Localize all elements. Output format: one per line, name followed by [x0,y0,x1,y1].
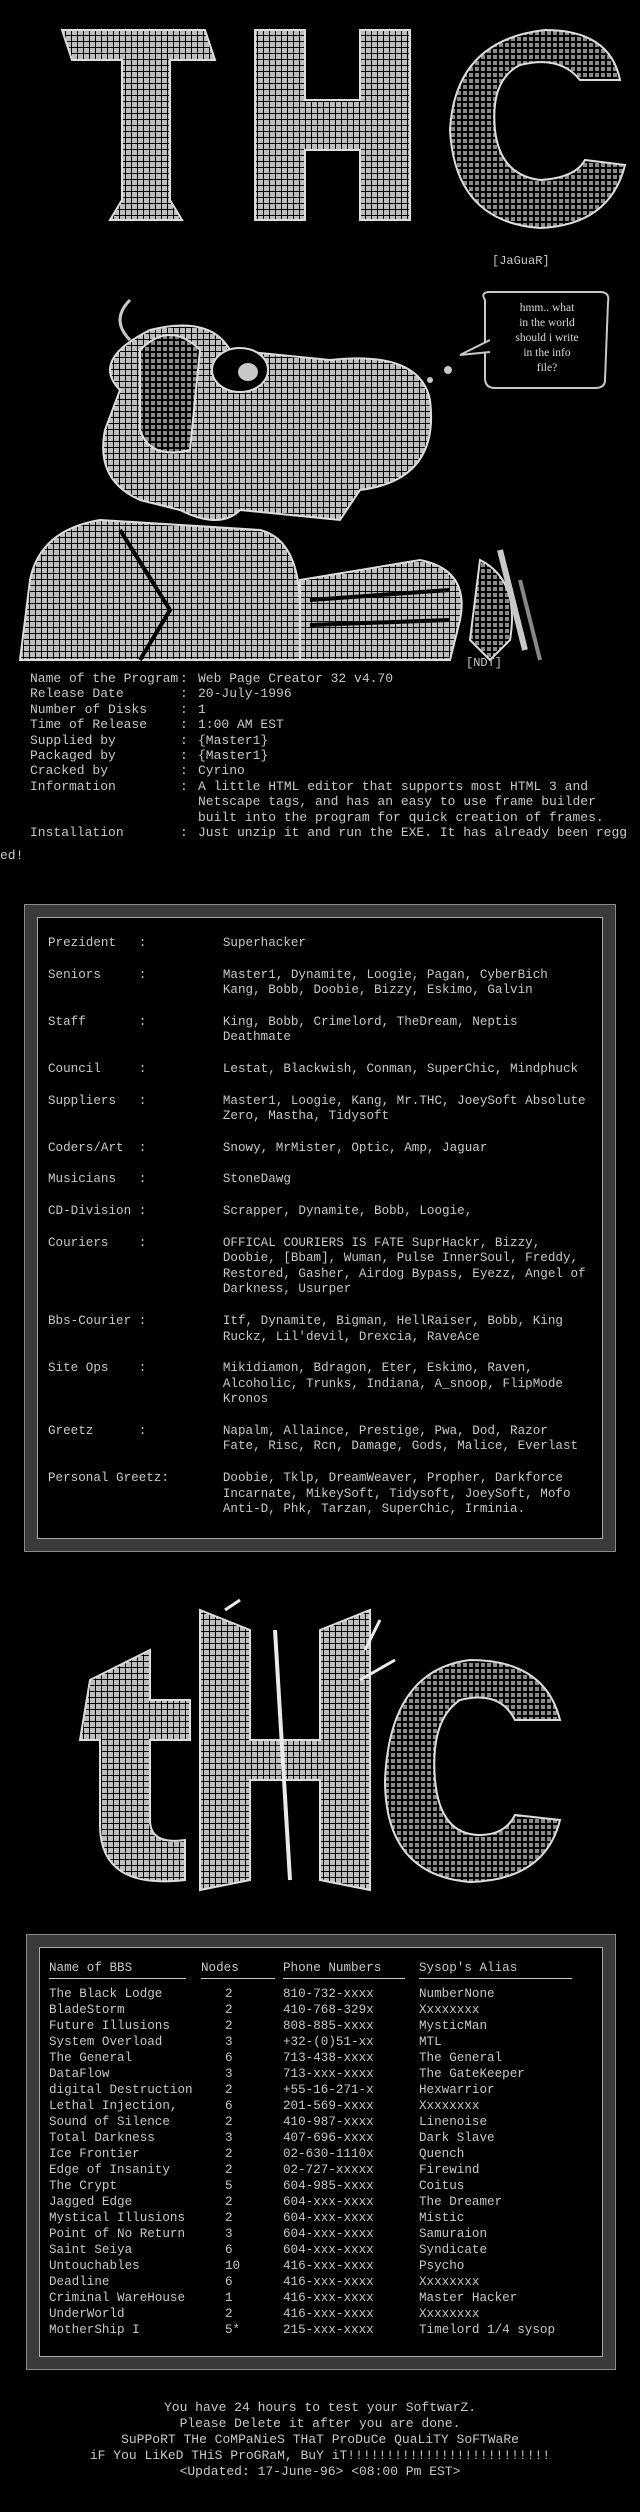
info-value: {Master1} [198,732,269,748]
bbs-sysop: Dark Slave [419,2131,495,2145]
credit-row [48,1141,592,1157]
info-value: Just unzip it and run the EXE. It has already been regg [198,825,628,841]
bbs-nodes: 2 [225,2307,233,2321]
credit-role: Suppliers : [48,1093,147,1108]
info-colon: : [180,763,188,779]
info-key: Name of the Program [30,671,179,686]
bbs-sysop: Coitus [419,2179,465,2193]
bbs-sysop: Master Hacker [419,2291,518,2305]
jaguar-tag: [JaGuaR] [492,254,550,268]
credit-role: Prezident : [48,936,147,950]
bbs-row [49,2242,589,2258]
bbs-panel [39,1947,603,2357]
bbs-sysop: The GateKeeper [419,2067,525,2081]
info-value: Cyrino [198,763,245,779]
bubble-line-5: file? [536,362,558,374]
credit-names: StoneDawg [222,1172,291,1187]
credit-role: Site Ops : [48,1361,147,1376]
bbs-name: DataFlow [49,2067,110,2081]
bubble-line-4: in the info [523,347,571,359]
bbs-phone: 713-xxx-xxxx [283,2067,374,2081]
credit-role: Coders/Art : [48,1140,147,1155]
bbs-header-row [49,1960,589,1986]
bbs-phone: 604-985-xxxx [283,2179,374,2193]
footer-line-3: SuPPoRT THe CoMPaNieS THaT ProDuCe QuaLiTY SoFTWaRe [121,2432,519,2447]
credit-role: CD-Division : [48,1203,147,1218]
bbs-row [49,2002,589,2018]
bbs-sysop: Samuraion [419,2227,488,2241]
bbs-nodes: 6 [225,2051,233,2065]
credit-role: Greetz : [48,1423,147,1438]
bbs-name: Saint Seiya [49,2243,133,2257]
bubble-line-2: in the world [519,317,575,329]
bbs-sysop: MysticMan [419,2019,488,2033]
bbs-nodes: 2 [225,1987,233,2001]
bbs-nodes: 6 [225,2243,233,2257]
credit-names: Doobie, Tklp, DreamWeaver, Propher, Darkforce Incarnate, MikeySoft, Tidysoft, JoeySoft, Mofo Anti-D, Phk, Tarzan, SuperChic, Irminia. [222,1471,571,1517]
credit-names: Snowy, MrMister, Optic, Amp, Jaguar [222,1140,488,1155]
bbs-phone: 410-768-329x [283,2003,374,2017]
bbs-sysop: Linenoise [419,2115,488,2129]
bbs-phone: 407-696-xxxx [283,2131,374,2145]
header-bbs-name: Name of BBS [49,1960,201,1986]
info-key: Supplied by [30,732,116,748]
footer [0,2400,640,2480]
info-value: A little HTML editor that supports most HTML 3 and Netscape tags, and has an easy to use frame builder built into the program for quick creation of frames. [198,778,604,825]
bbs-row [49,2178,589,2194]
bbs-phone: 410-987-xxxx [283,2115,374,2129]
bbs-row [49,2082,589,2098]
credits-panel [37,917,603,1539]
credit-role: Staff : [48,1014,147,1029]
bbs-row [49,2066,589,2082]
bbs-sysop: Xxxxxxxx [419,2275,480,2289]
bbs-name: digital Destruction [49,2083,193,2097]
bbs-phone: 604-xxx-xxxx [283,2211,374,2225]
credit-row [48,1314,592,1345]
bbs-row [49,2146,589,2162]
bbs-phone: 713-438-xxxx [283,2051,374,2065]
bbs-name: Total Darkness [49,2131,155,2145]
credit-names: Superhacker [222,936,306,950]
bubble-line-3: should i write [515,332,579,344]
credit-role: Couriers : [48,1235,147,1250]
bbs-row [49,2162,589,2178]
bbs-phone: 416-xxx-xxxx [283,2291,374,2305]
bbs-name: BladeStorm [49,2003,125,2017]
bbs-name: Point of No Return [49,2227,186,2241]
credit-names: Scrapper, Dynamite, Bobb, Loogie, [222,1203,473,1218]
footer-line-1: You have 24 hours to test your SoftwarZ. [163,2400,477,2415]
bbs-phone: 604-xxx-xxxx [283,2227,374,2241]
bbs-phone: 02-630-1110x [283,2147,374,2161]
info-row [30,825,640,840]
bbs-sysop: Syndicate [419,2243,488,2257]
credit-role: Seniors : [48,967,147,982]
credit-role: Bbs-Courier : [48,1313,147,1328]
bbs-row [49,2114,589,2130]
info-row [30,686,640,701]
info-colon: : [180,686,188,702]
bbs-phone: 416-xxx-xxxx [283,2275,374,2289]
bbs-nodes: 6 [225,2275,233,2289]
credit-names: Master1, Loogie, Kang, Mr.THC, JoeySoft Absolute Zero, Mastha, Tidysoft [222,1093,586,1124]
credit-row [48,1471,592,1518]
ndt-tag: [NDT] [466,656,503,670]
info-value: 1:00 AM EST [198,717,284,733]
info-colon: : [180,748,188,764]
bbs-nodes: 10 [225,2259,241,2273]
bbs-name: Criminal WareHouse [49,2291,186,2305]
dog-art [0,280,640,670]
bbs-row [49,2034,589,2050]
bbs-sysop: Xxxxxxxx [419,2307,480,2321]
info-row [30,671,640,686]
credit-role: Musicians : [48,1172,147,1187]
info-key: Number of Disks [30,701,148,717]
bbs-name: Mystical Illusions [49,2211,186,2225]
bbs-phone: 810-732-xxxx [283,1987,374,2001]
footer-line-4: iF You LiKeD THiS ProGRaM, BuY iT!!!!!!!!!!!!!!!!!!!!!!!!!! [89,2448,551,2463]
bbs-sysop: Quench [419,2147,465,2161]
info-key: Installation [30,825,124,841]
bbs-row [49,2306,589,2322]
bbs-sysop: Hexwarrior [419,2083,495,2097]
credit-names: Mikidiamon, Bdragon, Eter, Eskimo, Raven, Alcoholic, Trunks, Indiana, A_snoop, FlipMode Kronos [222,1361,563,1407]
info-colon: : [180,671,188,686]
bbs-name: Jagged Edge [49,2195,133,2209]
bbs-phone: 215-xxx-xxxx [283,2323,374,2337]
footer-line-5: <Updated: 17-June-96> <08:00 Pm EST> [179,2464,461,2479]
bbs-nodes: 1 [225,2291,233,2305]
bbs-sysop: The General [419,2051,503,2065]
bbs-row [49,2018,589,2034]
credit-row [48,1015,592,1046]
bbs-phone: 808-885-xxxx [283,2019,374,2033]
bbs-row [49,1986,589,2002]
bbs-name: The Black Lodge [49,1987,163,2001]
bbs-nodes: 3 [225,2227,233,2241]
info-key: Information [30,778,116,794]
bbs-sysop: Psycho [419,2259,465,2273]
bbs-nodes: 2 [225,2195,233,2209]
bbs-name: The Crypt [49,2179,118,2193]
info-value: Web Page Creator 32 v4.70 [198,671,394,686]
info-key: Cracked by [30,763,109,779]
info-row [30,702,640,717]
bbs-row [49,2098,589,2114]
header-phone: Phone Numbers [283,1960,419,1986]
info-value: {Master1} [198,748,269,764]
bbs-frame [26,1934,616,2370]
bbs-sysop: Xxxxxxxx [419,2003,480,2017]
bbs-phone: 201-569-xxxx [283,2099,374,2113]
bbs-nodes: 3 [225,2131,233,2145]
credit-names: King, Bobb, Crimelord, TheDream, Neptis Deathmate [222,1014,518,1045]
thc-logo-art [0,0,640,270]
info-row [30,717,640,732]
credit-row [48,1424,592,1455]
credit-row [48,936,592,952]
bbs-sysop: Timelord 1/4 sysop [419,2323,556,2337]
bbs-name: MotherShip I [49,2323,140,2337]
bbs-nodes: 2 [225,2019,233,2033]
installation-tail: ed! [0,848,24,863]
bbs-sysop: The Dreamer [419,2195,503,2209]
credit-role: Personal Greetz: [48,1471,169,1486]
bubble-line-1: hmm.. what [519,302,575,314]
bbs-name: Sound of Silence [49,2115,170,2129]
header-nodes: Nodes [201,1960,283,1986]
bbs-nodes: 2 [225,2083,233,2097]
bbs-nodes: 2 [225,2003,233,2017]
bbs-row [49,2226,589,2242]
bbs-nodes: 2 [225,2211,233,2225]
bbs-nodes: 6 [225,2099,233,2113]
info-row [30,733,640,748]
info-row [30,748,640,763]
info-colon: : [180,825,188,841]
info-colon: : [180,778,188,794]
bbs-row [49,2258,589,2274]
bbs-name: Untouchables [49,2259,140,2273]
info-colon: : [180,732,188,748]
thc-logo-art-2 [0,1590,640,1910]
bbs-row [49,2322,589,2338]
bbs-nodes: 2 [225,2163,233,2177]
info-key: Time of Release [30,717,148,733]
credits-frame [24,904,616,1552]
bbs-row [49,2290,589,2306]
info-row [30,763,640,778]
bbs-nodes: 5 [225,2179,233,2193]
info-colon: : [180,701,188,717]
bbs-phone: 416-xxx-xxxx [283,2307,374,2321]
credit-names: Lestat, Blackwish, Conman, SuperChic, Mindphuck [222,1061,579,1076]
bbs-row [49,2050,589,2066]
bbs-row [49,2130,589,2146]
credit-row [48,1361,592,1408]
bbs-nodes: 3 [225,2035,233,2049]
bbs-nodes: 2 [225,2115,233,2129]
bbs-sysop: Mistic [419,2211,465,2225]
info-value: 1 [198,701,206,717]
bbs-sysop: Xxxxxxxx [419,2099,480,2113]
bbs-name: Future Illusions [49,2019,170,2033]
bbs-phone: 604-xxx-xxxx [283,2243,374,2257]
credit-role: Council : [48,1061,147,1076]
bbs-name: Edge of Insanity [49,2163,170,2177]
bbs-nodes: 5* [225,2323,241,2337]
credit-row [48,1062,592,1078]
credit-row [48,1172,592,1188]
bbs-row [49,2274,589,2290]
info-key: Packaged by [30,748,116,764]
credit-names: Napalm, Allaince, Prestige, Pwa, Dod, Razor Fate, Risc, Rcn, Damage, Gods, Malice, Everlast [222,1423,579,1454]
bbs-phone: 02-727-xxxxx [283,2163,374,2177]
bbs-phone: 604-xxx-xxxx [283,2195,374,2209]
bbs-sysop: Firewind [419,2163,480,2177]
info-row [30,779,640,825]
bbs-name: UnderWorld [49,2307,125,2321]
credit-names: Master1, Dynamite, Loogie, Pagan, CyberBich Kang, Bobb, Doobie, Bizzy, Eskimo, Galvin [222,967,548,998]
bbs-sysop: MTL [419,2035,442,2049]
info-value: 20-July-1996 [198,686,292,702]
bbs-nodes: 3 [225,2067,233,2081]
bbs-phone: 416-xxx-xxxx [283,2259,374,2273]
bbs-name: Ice Frontier [49,2147,140,2161]
release-info [30,671,640,840]
bbs-name: Deadline [49,2275,110,2289]
bbs-name: The General [49,2051,133,2065]
credit-row [48,1236,592,1298]
info-colon: : [180,717,188,733]
credit-row [48,968,592,999]
bbs-row [49,2194,589,2210]
bbs-phone: +55-16-271-x [283,2083,374,2097]
bbs-name: System Overload [49,2035,163,2049]
credit-row [48,1204,592,1220]
credit-row [48,1094,592,1125]
header-sysop: Sysop's Alias [419,1960,589,1986]
bbs-nodes: 2 [225,2147,233,2161]
bbs-table [49,1960,589,2338]
bbs-phone: +32-(0)51-xx [283,2035,374,2049]
credit-names: Itf, Dynamite, Bigman, HellRaiser, Bobb, King Ruckz, Lil'devil, Drexcia, RaveAce [222,1313,563,1344]
info-key: Release Date [30,686,124,702]
bbs-sysop: NumberNone [419,1987,495,2001]
footer-line-2: Please Delete it after you are done. [179,2416,461,2431]
bbs-row [49,2210,589,2226]
credit-names: OFFICAL COURIERS IS FATE SuprHackr, Bizzy, Doobie, [Bbam], Wuman, Pulse InnerSoul, Freddy, Restored, Gasher, Airdog Bypass, Eyezz, Angel of Darkness, Usurper [222,1235,586,1297]
bbs-name: Lethal Injection, [49,2099,178,2113]
